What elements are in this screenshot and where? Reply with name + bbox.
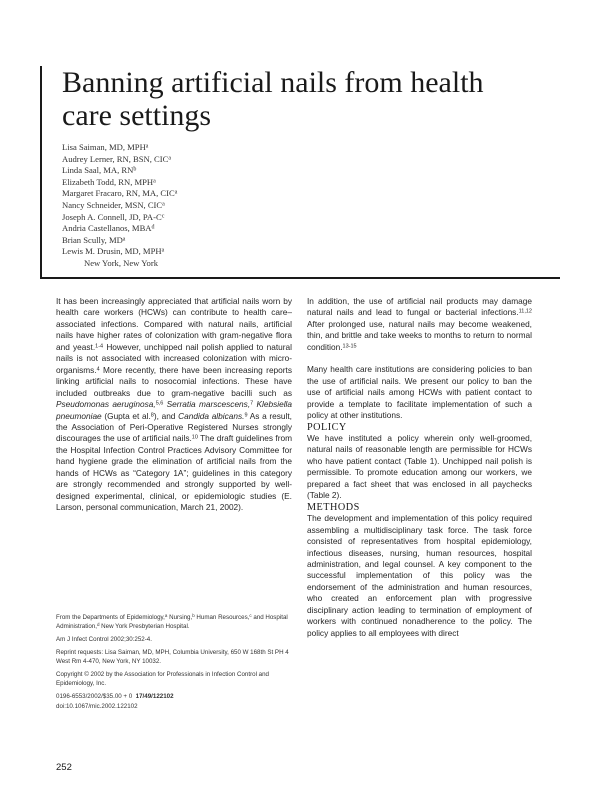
- author-affiliation-mark: a: [174, 189, 178, 196]
- author-name: Lewis M. Drusin, MD, MPH: [62, 246, 162, 257]
- doi-link[interactable]: doi:10.1067/mic.2002.122102: [56, 702, 138, 710]
- methods-heading: METHODS: [307, 501, 360, 513]
- intro-continuation-paragraph: [307, 296, 532, 353]
- policy-heading: POLICY: [307, 421, 347, 433]
- reference-mark: 1-4: [95, 343, 104, 350]
- policy-paragraph: We have instituted a policy wherein only well-groomed, natural nails of reasonable length are permissible for HCWs who have patient contact (Table 1). Unchipped nail polish is permissible. To promote education among our workers, we prepared a fact sheet that was enclosed in all paychecks (Table 2).: [307, 432, 532, 501]
- author-affiliation-mark: a: [162, 201, 165, 208]
- author-affiliation-mark: a: [168, 155, 172, 162]
- affiliation-mark: b: [192, 613, 195, 618]
- reference-mark: 4: [96, 366, 100, 373]
- purpose-paragraph: Many health care institutions are considering policies to ban the use of artificial nails. We present our policy to ban the use of artificial nails among HCWs with patient contact to provide a template to facilitate implementation of such a policy at other institutions.: [307, 364, 532, 421]
- note-text: Nursing,: [167, 614, 193, 621]
- methods-paragraph: The development and implementation of this policy required assembling a multidisciplinary task force. The task force consisted of representatives from hospital epidemiology, infectious diseases, nursing, human resources, hospital administration, and legal counsel. A key component to the successful implementation of this policy was the endorsement of the administration and human resources, who created an enforcement plan with progressive disciplinary action leading to termination of employment of workers with continued nonadherence to the policy. The policy applies to all employees with direct: [307, 513, 532, 638]
- note-text: New York Presbyterian Hospital.: [99, 622, 190, 630]
- affiliation-mark: a: [164, 613, 168, 618]
- reference-mark: 8: [150, 412, 154, 419]
- reference-mark: 10: [191, 434, 198, 441]
- author-item: [62, 223, 177, 235]
- author-item: [62, 142, 177, 154]
- author-affiliation-mark: a: [161, 247, 165, 254]
- author-item: [62, 235, 177, 247]
- body-text: ), and: [153, 410, 179, 421]
- reference-mark: 7: [250, 400, 254, 407]
- organism-name: Klebsiella pneumoniae: [56, 399, 292, 421]
- author-name: Joseph A. Connell, JD, PA-C: [62, 211, 162, 222]
- author-item: [62, 154, 177, 166]
- copyright-notice: Copyright © 2002 by the Association for Professionals in Infection Control and Epidemiology, Inc.: [56, 671, 269, 687]
- body-text: However, unchipped nail polish applied to natural nails is not associated with increased colonization with micro-organisms.: [56, 341, 292, 375]
- title-rule-vertical: [40, 66, 42, 278]
- author-name: Linda Saal, MA, RN: [62, 165, 134, 176]
- author-affiliation-mark: b: [133, 166, 137, 173]
- author-affiliation-mark: c: [161, 213, 165, 220]
- author-name: Audrey Lerner, RN, BSN, CIC: [62, 153, 169, 164]
- author-item: [62, 212, 177, 224]
- body-text: After prolonged use, natural nails may become weakened, thin, and brittle and take weeks to months to return to normal condition.: [307, 318, 532, 352]
- left-column: [56, 296, 292, 514]
- article-title: Banning artificial nails from health care settings: [62, 66, 484, 132]
- author-name: Lisa Saiman, MD, MPH: [62, 142, 146, 152]
- author-name: Andria Castellanos, MBA: [62, 223, 152, 234]
- reference-mark: 11,12: [518, 308, 532, 315]
- author-list: [62, 142, 177, 270]
- organism-name: Candida albicans.: [178, 410, 245, 421]
- reference-mark: 5,6: [155, 400, 164, 407]
- affiliation-mark: c: [249, 613, 252, 618]
- author-name: Elizabeth Todd, RN, MPH: [62, 176, 154, 187]
- author-item: [62, 165, 177, 177]
- author-affiliation-mark: a: [153, 178, 156, 185]
- body-text: More recently, there have been increasing reports linking artificial nails to nosocomial infections. These have included outbreaks due to gram-negative bacilli such as: [56, 364, 292, 398]
- article-code: [56, 693, 296, 702]
- author-affiliation-mark: a: [122, 236, 126, 243]
- title-block: [40, 66, 520, 280]
- body-text: (Gupta et al.: [101, 410, 151, 421]
- note-text: From the Departments of Epidemiology,: [56, 614, 165, 621]
- code-prefix: 0196-6553/2002/$35.00 + 0: [56, 693, 133, 701]
- affiliation-note: [56, 614, 296, 631]
- reprint-requests: Reprint requests: Lisa Saiman, MD, MPH, Columbia University, 650 W 168th St PH 4 West Rm 4-470, New York, NY 10032.: [56, 649, 289, 665]
- body-text: As a result, the Association of Peri-Operative Registered Nurses strongly discourages the use of artificial nails.: [56, 410, 292, 444]
- organism-name: Pseudomonas aeruginosa,: [56, 399, 156, 410]
- author-affiliation-mark: d: [151, 224, 155, 231]
- author-name: Brian Scully, MD: [62, 234, 123, 245]
- reference-mark: 9: [244, 412, 248, 419]
- author-item: [62, 188, 177, 200]
- page-number: 252: [56, 762, 72, 773]
- note-text: Human Resources,: [194, 614, 250, 621]
- author-name: Nancy Schneider, MSN, CIC: [62, 199, 163, 210]
- author-item: [62, 246, 177, 258]
- body-text: In addition, the use of artificial nail products may damage natural nails and lead to fungal or bacterial infections.: [307, 296, 532, 318]
- body-text: The draft guidelines from the Hospital Infection Control Practices Advisory Committee for hand hygiene grade the elimination of artificial nails from the hands of HCWs as “Category 1A”; guidelines in this category are strongly recommended and strongly supported by well-designed experimental, clinical, or epidemiologic studies (E. Larson, personal communication, March 21, 2002).: [56, 433, 292, 513]
- reference-mark: 13-15: [342, 343, 357, 350]
- affiliation-mark: d: [96, 621, 100, 627]
- right-column: [307, 296, 532, 639]
- author-name: Margaret Fracaro, RN, MA, CIC: [62, 188, 175, 199]
- code-number: 17/49/122102: [135, 693, 174, 701]
- note-text: and Hospital Administration,: [56, 614, 288, 630]
- author-item: [62, 200, 177, 212]
- intro-paragraph: [56, 296, 292, 514]
- author-affiliation-mark: a: [145, 143, 149, 150]
- footnotes: [56, 614, 296, 716]
- title-rule-horizontal: [40, 277, 560, 279]
- author-item: [62, 177, 177, 189]
- body-text: It has been increasingly appreciated that artificial nails worn by health care workers (HCWs) can contribute to health care–associated infections. Compared with natural nails, artificial nails have higher rates of colonization with gram-negative flora and yeast.: [56, 296, 292, 352]
- author-location: New York, New York: [84, 257, 159, 268]
- journal-citation: Am J Infect Control 2002;30:252-4.: [56, 635, 152, 643]
- organism-name: Serratia marscescens,: [166, 399, 251, 410]
